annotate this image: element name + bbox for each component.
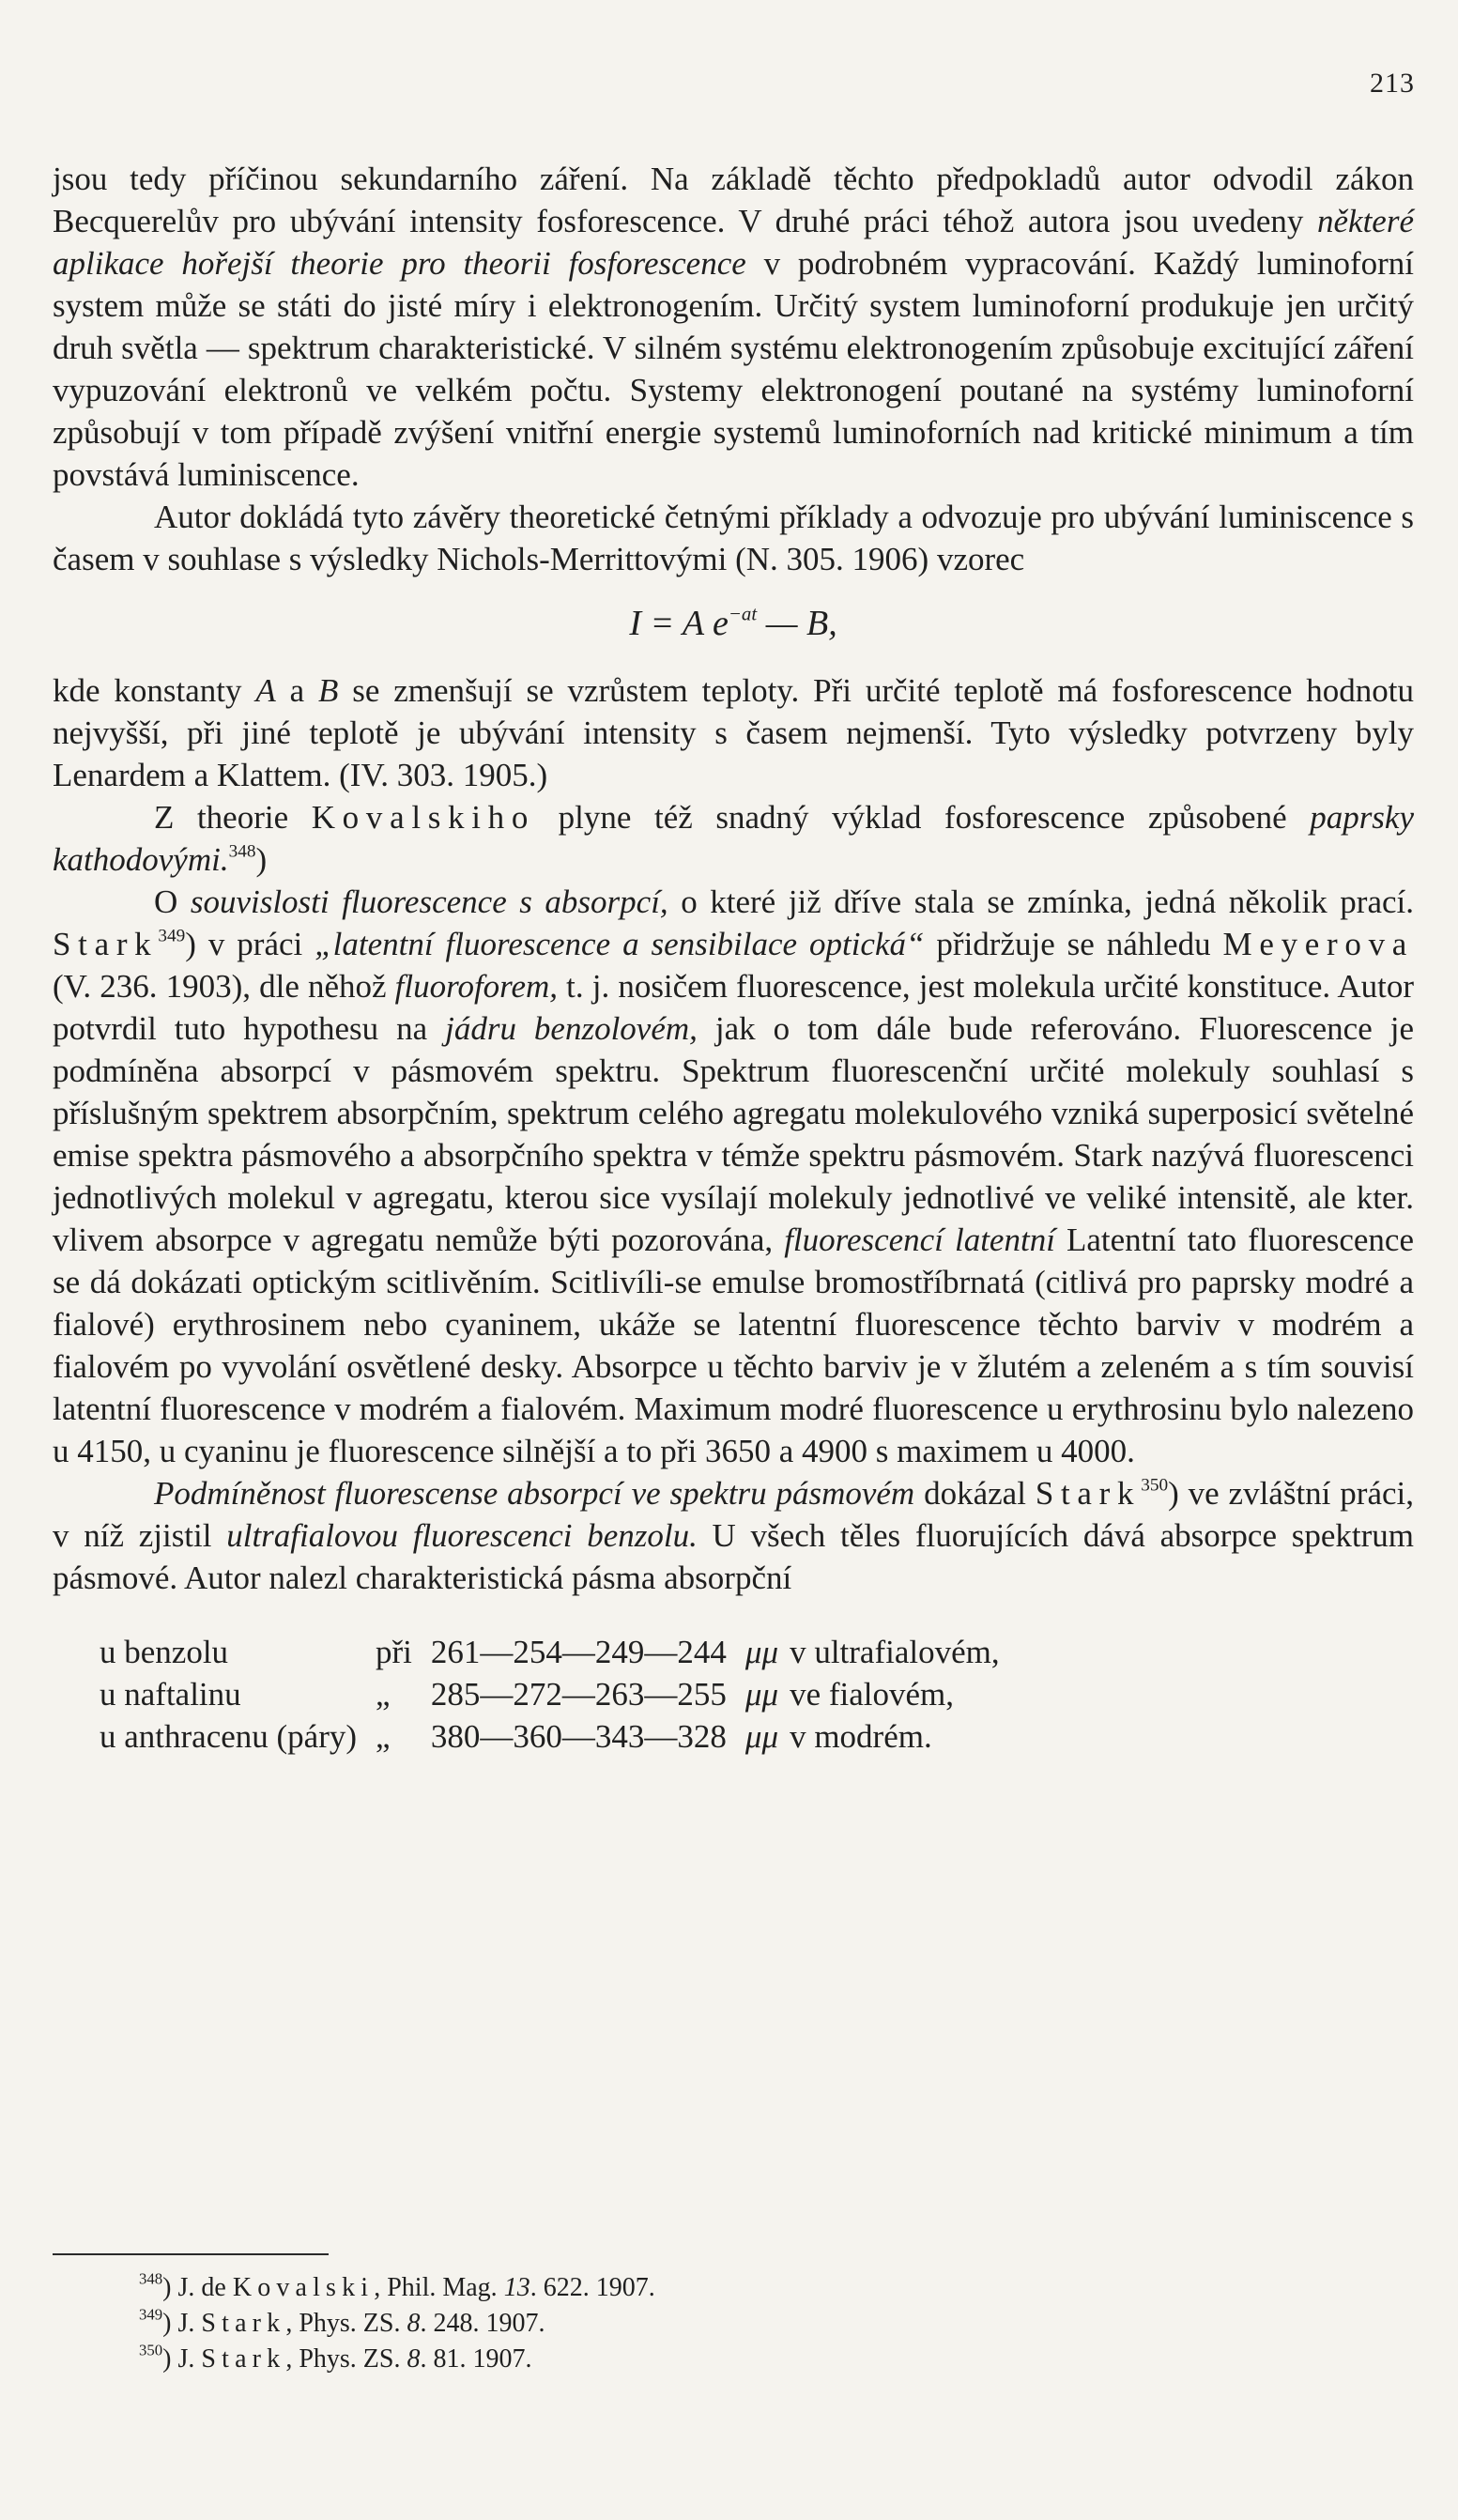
table-cell-substance: u naftalinu bbox=[100, 1676, 241, 1713]
page-number: 213 bbox=[1370, 68, 1415, 99]
footnote-divider bbox=[53, 2253, 329, 2255]
table-cell-region: ve fialovém, bbox=[790, 1676, 954, 1713]
author-name: Kovalskiho bbox=[311, 799, 536, 836]
table-cell-values: 380—360—343—328 bbox=[430, 1718, 727, 1755]
table-cell-substance: u anthracenu (páry) bbox=[100, 1718, 358, 1755]
formula-exponent: −at bbox=[728, 602, 758, 625]
paragraph-2: Autor dokládá tyto závěry theoretické četnými příklady a odvozuje pro ubývání luminiscence s časem v souhlase s výsledky Nichols-Merrittovými (N. 305. 1906) vzorec bbox=[53, 499, 1414, 577]
table-cell-substance: u benzolu bbox=[100, 1634, 229, 1670]
paragraph-5: O souvislosti fluorescence s absorpcí, o které již dříve stala se zmínka, jedná několik prací. Stark$^{349}$) v práci „latentní fluorescence a sensibilace optická“ přidržuje se náhledu Meyerova (V. 236. 1903), dle něhož fluoroforem, t. j. nosičem fluorescence, jest molekula určité konstituce. Autor potvrdil tuto hypothesu na jádru benzolovém, jak o tom dále bude referováno. Fluorescence je podmíněna absorpcí v pásmovém spektru. Spektrum fluorescenční určité molekuly souhlasí s příslušným spektrem absorpčním, spektrum celého agregatu molekulového vzniká superposicí světelné emise spektra pásmového a absorpčního spektra v témže spektru pásmovém. Stark nazývá fluorescenci jednotlivých molekul v agregatu, kterou sice vysílají molekuly jednotlivé ve veliké intensitě, ale kter. vlivem absorpce v agregatu nemůže býti pozorována, fluorescencí latentní Latentní tato fluorescence se dá dokázati optickým scitlivěním. Scitlivíli-se emulse bromostříbrnatá (citlivá pro paprsky modré a fialové) erythrosinem nebo cyaninem, ukáže se latentní fluorescence těchto barviv v modrém a fialovém po vyvolání osvětlené desky. Absorpce u těchto barviv je v žlutém a zeleném a s tím souvisí latentní fluorescence v modrém a fialovém. Maximum modré fluorescence u erythrosinu bylo nalezeno u 4150, u cyaninu je fluorescence silnější a to při 3650 a 4900 s maximem u 4000. bbox=[53, 884, 1415, 1469]
footnote-ref: 349 bbox=[158, 926, 186, 946]
paragraph-1: jsou tedy příčinou sekundarního záření. Na základě těchto předpokladů autor odvodil zákon Becquerelův pro ubývání intensity fosforescence. V druhé práci téhož autora jsou uvedeny některé aplikace hořejší theorie pro theorii fosforescence v podrobném vypracování. Každý luminoforní system může se státi do jisté míry i elektronogením. Určitý system luminoforní produkuje jen určitý druh světla — spektrum charakteristické. V silném systému elektronogením způsobuje excitující záření vypuzování elektronů ve velkém počtu. Systemy elektronogení poutané na systémy luminoforní způsobují v tom případě zvýšení vnitřní energie systemů luminoforních nad kritické minimum a tím povstává luminiscence. bbox=[53, 161, 1415, 493]
footnote-ref: 350 bbox=[1141, 1475, 1169, 1496]
table-cell-unit: μμ bbox=[744, 1676, 779, 1713]
footnote-ref: 348 bbox=[228, 841, 256, 862]
footnotes bbox=[139, 2270, 655, 2377]
paragraph-4: Z theorie Kovalskiho plyne též snadný výklad fosforescence způsobené paprsky kathodovými.$^{348}$) bbox=[53, 799, 1414, 878]
table-cell-prep: „ bbox=[376, 1718, 391, 1755]
table-row bbox=[100, 1673, 1019, 1715]
table-row bbox=[100, 1715, 1019, 1758]
author-name: Stark bbox=[53, 926, 159, 962]
footnote-350: $^{350}$) J. Stark, Phys. ZS. 8. 81. 1907. bbox=[139, 2341, 532, 2374]
footnote-349: $^{349}$) J. Stark, Phys. ZS. 8. 248. 1907. bbox=[139, 2305, 545, 2338]
table-cell-values: 261—254—249—244 bbox=[430, 1634, 727, 1670]
author-name: Stark bbox=[1035, 1475, 1142, 1512]
italic-phrase: některé aplikace hořejší theorie pro theorii fosforescence bbox=[53, 203, 1414, 282]
body-text bbox=[53, 158, 1414, 1758]
paragraph-6: Podmíněnost fluorescense absorpcí ve spektru pásmovém dokázal Stark$^{350}$) ve zvláštní práci, v níž zjistil ultrafialovou fluorescenci benzolu. U všech těles fluorujících dává absorpce spektrum pásmové. Autor nalezl charakteristická pásma absorpční bbox=[53, 1475, 1414, 1596]
table-cell-region: v ultrafialovém, bbox=[790, 1634, 1000, 1670]
author-name: Meyerova bbox=[1222, 926, 1415, 962]
formula: I = A $e^{-at}$ — B, bbox=[629, 602, 837, 643]
table-cell-values: 285—272—263—255 bbox=[430, 1676, 727, 1713]
table-cell-prep: při bbox=[376, 1634, 412, 1670]
absorption-bands-table bbox=[100, 1631, 1019, 1758]
table-cell-prep: „ bbox=[376, 1676, 391, 1713]
table-cell-region: v modrém. bbox=[790, 1718, 932, 1755]
paragraph-3: kde konstanty A a B se zmenšují se vzrůstem teploty. Při určité teplotě má fosforescence hodnotu nejvyšší, při jiné teplotě je ubývání intensity s časem nejmenší. Tyto výsledky potvrzeny byly Lenardem a Klattem. (IV. 303. 1905.) bbox=[53, 672, 1414, 793]
table-cell-unit: μμ bbox=[744, 1718, 779, 1755]
table-cell-unit: μμ bbox=[744, 1634, 779, 1670]
footnote-348: $^{348}$) J. de Kovalski, Phil. Mag. 13. 622. 1907. bbox=[139, 2269, 655, 2302]
table-row bbox=[100, 1631, 1019, 1673]
